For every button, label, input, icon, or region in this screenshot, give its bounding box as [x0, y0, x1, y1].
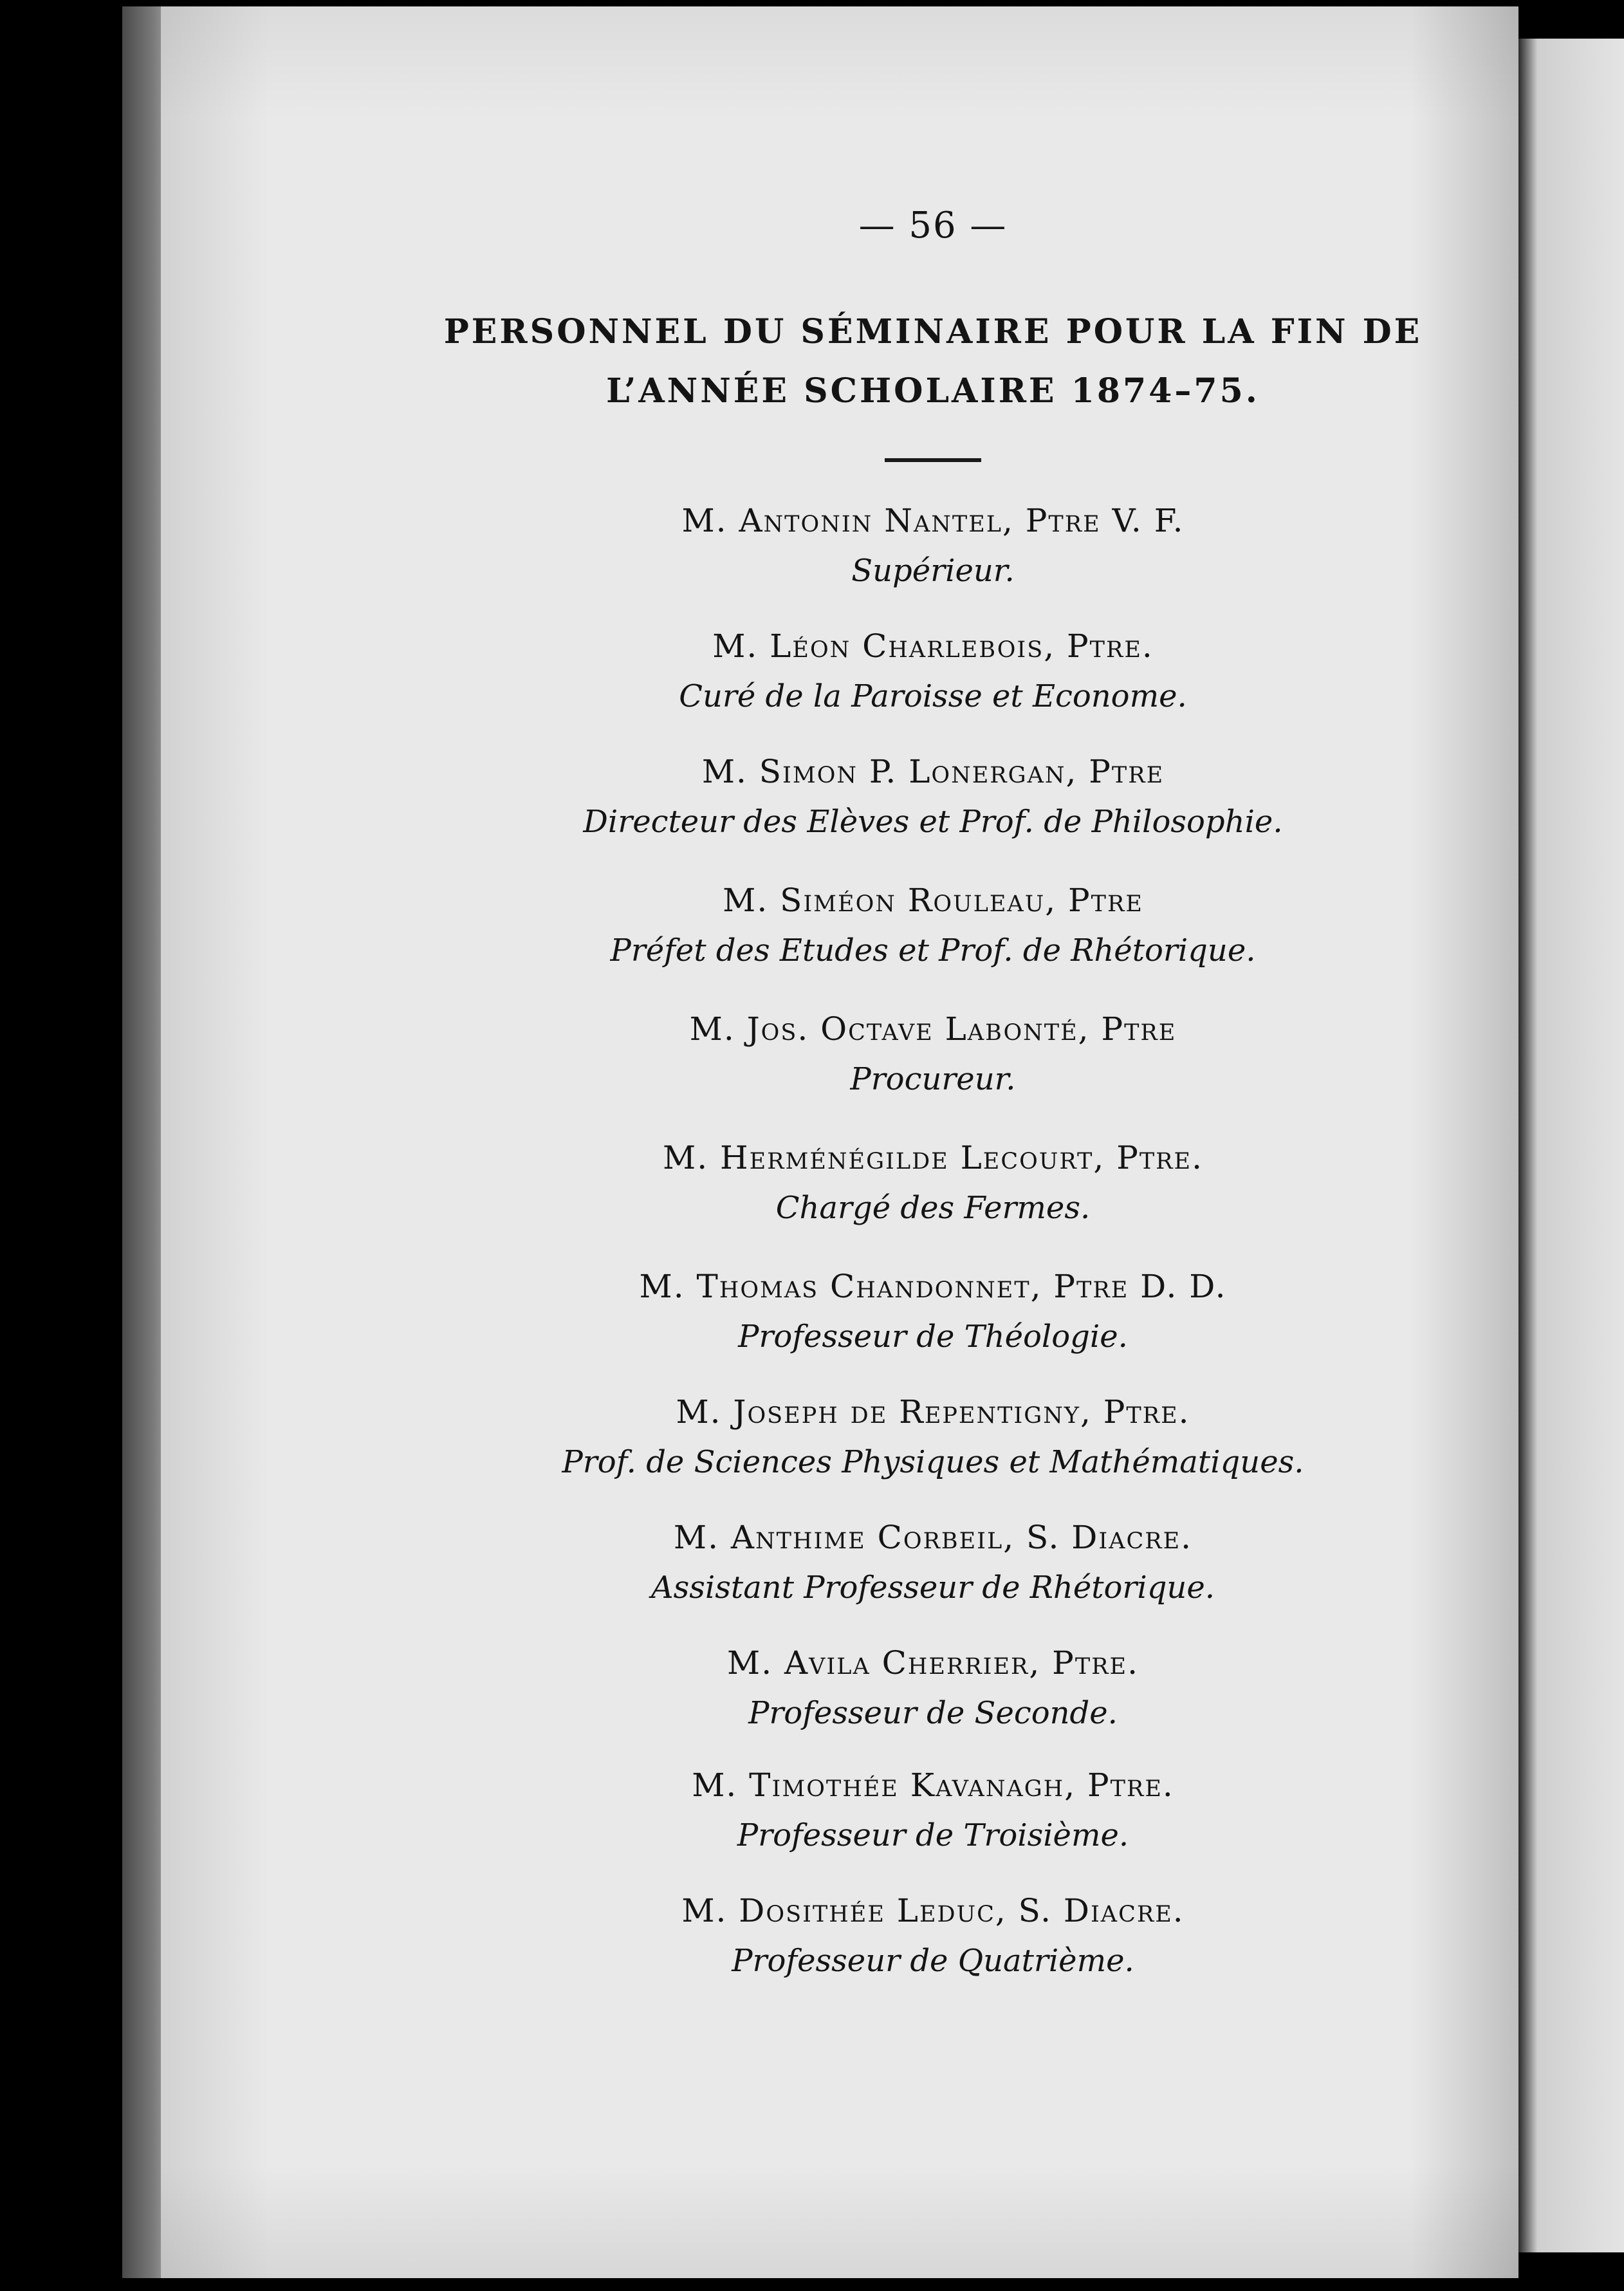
staff-entry [412, 1261, 1454, 1362]
page-number: — 56 — [858, 205, 1008, 246]
staff-role: Professeur de Quatrième. [732, 1943, 1134, 1979]
staff-entry [412, 1760, 1454, 1860]
staff-entry [412, 1886, 1454, 1986]
staff-entry [412, 875, 1454, 976]
staff-role: Professeur de Troisième. [737, 1817, 1129, 1853]
staff-entry [412, 1133, 1454, 1233]
staff-name: M. Simon P. Lonergan, Ptre [701, 753, 1165, 790]
staff-name: M. Antonin Nantel, Ptre V. F. [681, 502, 1185, 539]
staff-role: Supérieur. [851, 553, 1015, 589]
facing-page-edge [1518, 39, 1624, 2252]
staff-role: Professeur de Seconde. [748, 1695, 1118, 1731]
staff-role: Procureur. [850, 1061, 1016, 1097]
staff-role: Prof. de Sciences Physiques et Mathématiques. [562, 1444, 1304, 1480]
title-rule [885, 458, 981, 462]
staff-entry [412, 747, 1454, 847]
staff-name: M. Anthime Corbeil, S. Diacre. [673, 1519, 1193, 1556]
staff-role: Chargé des Fermes. [775, 1190, 1091, 1226]
title-line-2: L’ANNÉE SCHOLAIRE 1874–75. [606, 371, 1260, 411]
staff-role: Préfet des Etudes et Prof. de Rhétorique. [610, 932, 1256, 969]
staff-role: Assistant Professeur de Rhétorique. [651, 1570, 1215, 1606]
staff-name: M. Jos. Octave Labonté, Ptre [689, 1010, 1177, 1048]
page-title [412, 302, 1454, 421]
staff-name: M. Avila Cherrier, Ptre. [727, 1644, 1139, 1682]
staff-role: Professeur de Théologie. [738, 1319, 1128, 1355]
staff-name: M. Thomas Chandonnet, Ptre D. D. [639, 1268, 1227, 1305]
staff-name: M. Léon Charlebois, Ptre. [712, 627, 1154, 665]
staff-name: M. Dosithée Leduc, S. Diacre. [681, 1892, 1185, 1929]
staff-entry [412, 1512, 1454, 1613]
staff-entry [412, 496, 1454, 596]
staff-name: M. Herménégilde Lecourt, Ptre. [663, 1139, 1203, 1176]
staff-entry [412, 1387, 1454, 1487]
title-line-1: PERSONNEL DU SÉMINAIRE POUR LA FIN DE [443, 312, 1423, 351]
staff-role: Directeur des Elèves et Prof. de Philosophie. [583, 804, 1283, 840]
staff-name: M. Timothée Kavanagh, Ptre. [692, 1767, 1174, 1804]
staff-entry [412, 1638, 1454, 1738]
staff-name: M. Joseph de Repentigny, Ptre. [676, 1393, 1190, 1431]
staff-entry [412, 621, 1454, 721]
staff-name: M. Siméon Rouleau, Ptre [723, 882, 1143, 919]
staff-entry [412, 1004, 1454, 1104]
staff-role: Curé de la Paroisse et Econome. [679, 678, 1187, 714]
